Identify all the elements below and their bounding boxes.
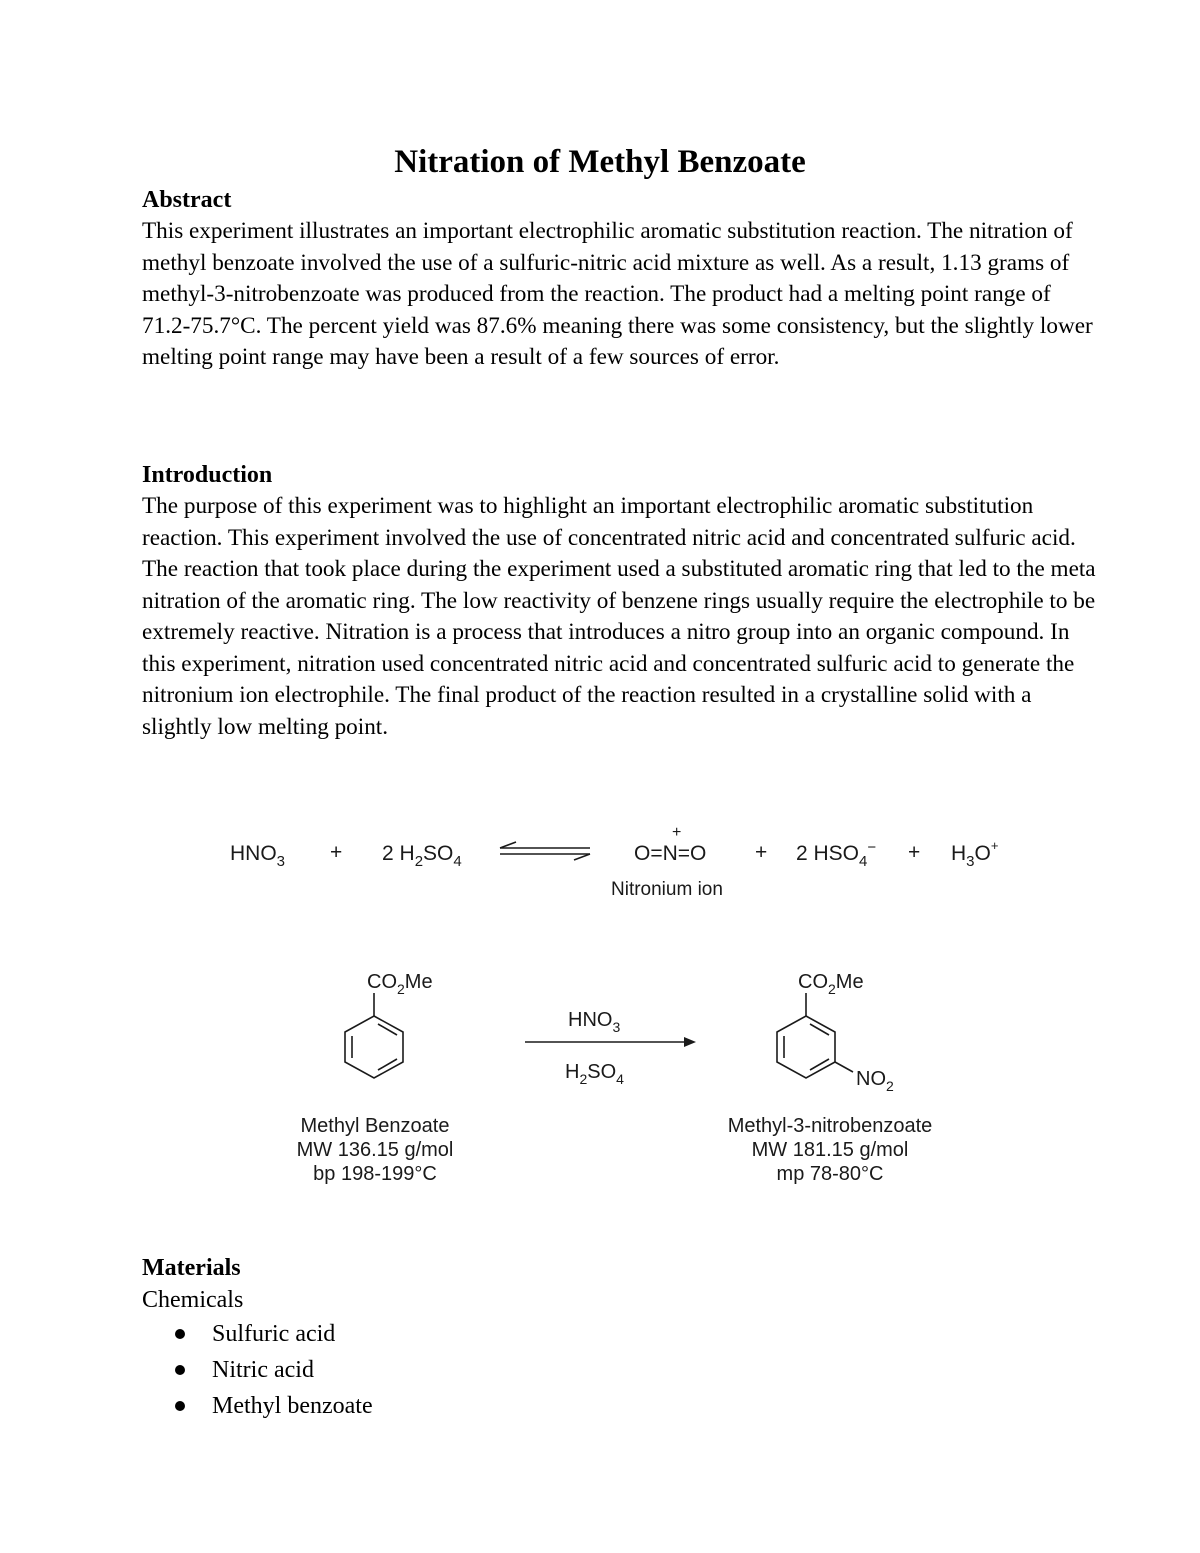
methyl-3-nitrobenzoate-structure	[777, 971, 894, 1094]
hso4-formula: 2 $HSO_4^-$	[796, 839, 877, 870]
list-item-label: Methyl benzoate	[212, 1393, 373, 1419]
product-name: Methyl-3-nitrobenzoate	[727, 1115, 933, 1137]
abstract-section	[142, 184, 1102, 374]
reagent-hno3: $HNO_3$	[568, 1009, 621, 1035]
benzene-ring-icon	[777, 1016, 835, 1078]
hno3-formula: $HNO_3$	[230, 842, 286, 870]
methyl-benzoate-ester-group: $CO_2Me$	[367, 971, 433, 997]
introduction-section	[142, 459, 1102, 743]
bullet-icon	[175, 1365, 185, 1375]
start-name: Methyl Benzoate	[300, 1115, 450, 1137]
product-ester-group: $CO_2Me$	[798, 971, 864, 997]
materials-heading: Materials	[142, 1255, 241, 1281]
start-bp: bp 198-199°C	[313, 1163, 437, 1185]
product-mp: mp 78-80°C	[776, 1163, 884, 1185]
reagent-h2so4: $H_2SO_4$	[565, 1061, 624, 1087]
nitro-group: $NO_2$	[856, 1068, 894, 1094]
plus-sign-3: +	[908, 841, 921, 864]
bullet-icon	[175, 1329, 185, 1339]
abstract-heading: Abstract	[142, 187, 232, 213]
h3o-formula: $H_3O^+$	[951, 838, 999, 870]
materials-section	[142, 1252, 1102, 1424]
arrow-head-icon	[684, 1037, 696, 1047]
plus-sign-1: +	[330, 841, 343, 864]
compound-labels	[297, 1115, 933, 1185]
benzene-ring-icon	[345, 1016, 403, 1078]
methyl-benzoate-structure	[345, 971, 433, 1078]
plus-sign-2: +	[755, 841, 768, 864]
introduction-heading: Introduction	[142, 462, 273, 488]
chemicals-subheading: Chemicals	[142, 1287, 244, 1313]
list-item	[142, 1352, 1102, 1388]
nitronium-formula: O=N=O	[634, 842, 707, 865]
bullet-icon	[175, 1401, 185, 1411]
product-mw: MW 181.15 g/mol	[751, 1139, 909, 1161]
abstract-text: This experiment illustrates an important electrophilic aromatic substitution reaction. The nitration of methyl benzoate involved the use of a sulfuric-nitric acid mixture as well. As a result, 1.13 grams of methyl-3-nitrobenzoate was produced from the reaction. The product had a melting point range of 71.2-75.7°C. The percent yield was 87.6% meaning there was some consistency, but the slightly lower melting point range may have been a result of a few sources of error.	[142, 218, 1093, 370]
list-item	[142, 1316, 1102, 1352]
h2so4-formula: 2 $H_2SO_4$	[382, 842, 462, 870]
list-item-label: Nitric acid	[212, 1357, 314, 1383]
nitronium-formation-equation	[230, 824, 998, 900]
equilibrium-arrow	[500, 842, 590, 860]
page-title: Nitration of Methyl Benzoate	[394, 144, 806, 180]
list-item-label: Sulfuric acid	[212, 1321, 336, 1347]
nitronium-label: Nitronium ion	[611, 879, 723, 900]
start-mw: MW 136.15 g/mol	[296, 1139, 454, 1161]
nitronium-charge: +	[672, 824, 682, 841]
chemicals-list	[142, 1316, 1102, 1424]
list-item	[142, 1388, 1102, 1424]
nitration-arrow	[525, 1009, 696, 1087]
introduction-text: The purpose of this experiment was to highlight an important electrophilic aromatic substitution reaction. This experiment involved the use of concentrated nitric acid and concentrated sulfuric acid. The reaction that took place during the experiment used a substituted aromatic ring that led to the meta nitration of the aromatic ring. The low reactivity of benzene rings usually require the electrophile to be extremely reactive. Nitration is a process that introduces a nitro group into an organic compound. In this experiment, nitration used concentrated nitric acid and concentrated sulfuric acid to generate the nitronium ion electrophile. The final product of the reaction resulted in a crystalline solid with a slightly low melting point.	[142, 493, 1096, 740]
